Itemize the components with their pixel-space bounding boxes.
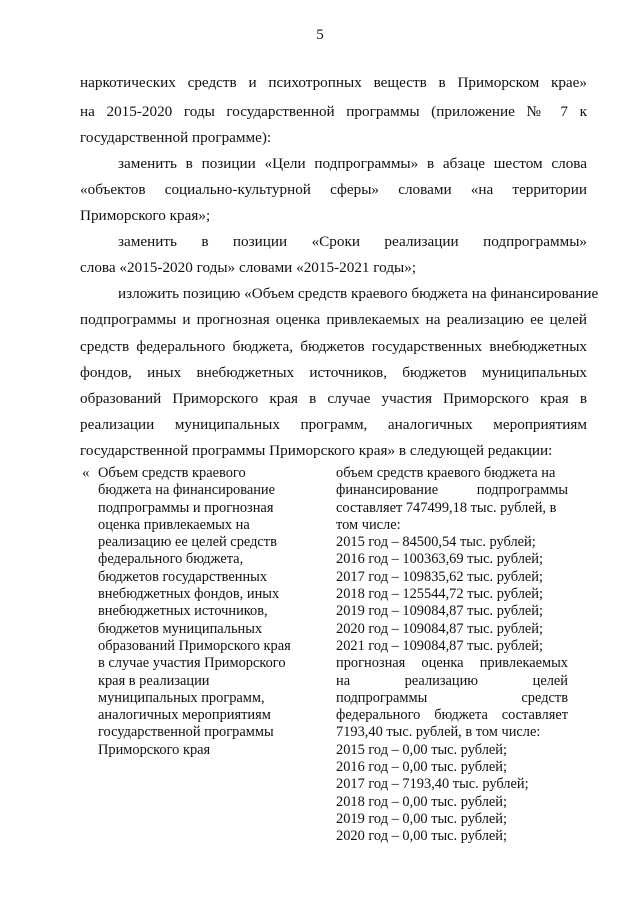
open-quote-mark: « — [82, 465, 90, 481]
body-line: реализации муниципальных программ, аналогичных мероприятиям — [80, 416, 587, 433]
body-line: на 2015-2020 годы государственной программы (приложение № 7 к — [80, 103, 587, 120]
body-line: наркотических средств и психотропных веществ в Приморском крае» — [80, 74, 587, 91]
table-right-line: финансирование подпрограммы — [336, 482, 568, 499]
table-left-line: федерального бюджета, — [98, 551, 244, 568]
body-line: подпрограммы и прогнозная оценка привлекаемых на реализацию ее целей — [80, 311, 587, 328]
table-left-line: реализацию ее целей средств — [98, 534, 277, 551]
table-left-line: бюджетов государственных — [98, 568, 268, 585]
table-right-line: 2021 год – 109084,87 тыс. рублей; — [336, 637, 543, 654]
table-left-line: образований Приморского края — [98, 637, 291, 654]
table-right-line: объем средств краевого бюджета на — [336, 465, 556, 481]
table-right-line: составляет 747499,18 тыс. рублей, в — [336, 499, 557, 516]
table-right-line: 2016 год – 0,00 тыс. рублей; — [336, 759, 507, 776]
table-left-line: подпрограммы и прогнозная — [98, 499, 274, 516]
table-right-line: прогнозная оценка привлекаемых — [336, 655, 568, 672]
body-line: государственной программы Приморского края» в следующей редакции: — [80, 442, 553, 459]
table-right-line: 2018 год – 0,00 тыс. рублей; — [336, 793, 507, 810]
table-left-line: Приморского края — [98, 741, 211, 758]
body-line: государственной программе): — [80, 129, 272, 146]
table-right-line: 2015 год – 0,00 тыс. рублей; — [336, 741, 507, 758]
table-right-line: подпрограммы средств — [336, 689, 568, 706]
body-line: средств федерального бюджета, бюджетов государственных внебюджетных — [80, 338, 587, 355]
body-line: заменить в позиции «Сроки реализации подпрограммы» — [118, 233, 587, 250]
body-line: слова «2015-2020 годы» словами «2015-2021 годы»; — [80, 259, 417, 276]
table-right-line: 2017 год – 7193,40 тыс. рублей; — [336, 776, 529, 793]
table-right-line: 2017 год – 109835,62 тыс. рублей; — [336, 568, 543, 585]
table-left-line: бюджетов муниципальных — [98, 620, 263, 637]
table-left-line: аналогичных мероприятиям — [98, 707, 271, 724]
table-right-line: 2016 год – 100363,69 тыс. рублей; — [336, 551, 543, 568]
table-left-line: края в реализации — [98, 672, 210, 689]
body-line: изложить позицию «Объем средств краевого бюджета на финансирование — [118, 285, 599, 302]
body-line: Приморского края»; — [80, 207, 211, 224]
table-left-column — [98, 465, 313, 759]
table-left-line: государственной программы — [98, 724, 274, 741]
table-left-line: бюджета на финансирование — [98, 482, 276, 499]
table-right-line: федерального бюджета составляет — [336, 707, 568, 724]
table-right-line: 2018 год – 125544,72 тыс. рублей; — [336, 586, 543, 603]
page-number: 5 — [316, 27, 324, 43]
table-right-line: 2020 год – 109084,87 тыс. рублей; — [336, 620, 543, 637]
table-right-line: 2019 год – 109084,87 тыс. рублей; — [336, 603, 543, 620]
table-right-line: на реализацию целей — [336, 672, 568, 689]
table-left-line: внебюджетных источников, — [98, 603, 268, 620]
table-left-line: внебюджетных фондов, иных — [98, 586, 280, 603]
body-line: «объектов социально-культурной сферы» словами «на территории — [80, 181, 587, 198]
table-right-line: 2019 год – 0,00 тыс. рублей; — [336, 810, 507, 827]
body-line: фондов, иных внебюджетных источников, бюджетов муниципальных — [80, 364, 587, 381]
table-right-line: том числе: — [336, 516, 401, 533]
body-line: заменить в позиции «Цели подпрограммы» в абзаце шестом слова — [118, 155, 587, 172]
table-left-line: в случае участия Приморского — [98, 655, 286, 672]
table-right-line: 2015 год – 84500,54 тыс. рублей; — [336, 534, 536, 551]
table-left-line: муниципальных программ, — [98, 689, 265, 706]
table-right-line: 7193,40 тыс. рублей, в том числе: — [336, 724, 541, 741]
table-right-line: 2020 год – 0,00 тыс. рублей; — [336, 828, 507, 845]
table-left-line: оценка привлекаемых на — [98, 516, 250, 533]
table-right-column — [336, 465, 568, 846]
body-line: образований Приморского края в случае участия Приморского края в — [80, 390, 587, 407]
table-left-line: Объем средств краевого — [98, 465, 246, 481]
